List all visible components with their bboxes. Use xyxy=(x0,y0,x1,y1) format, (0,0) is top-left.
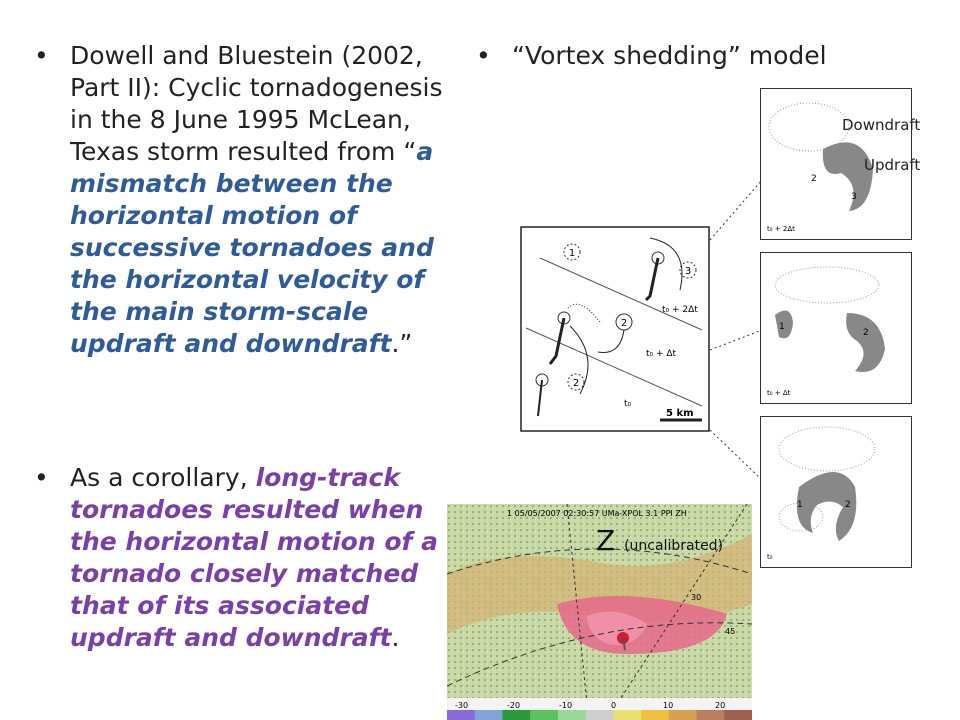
colorbar-swatch xyxy=(502,710,530,720)
vortex-shedding-title: “Vortex shedding” model xyxy=(512,41,827,70)
colorbar-swatch xyxy=(558,710,586,720)
panel-num: 2 xyxy=(863,328,869,338)
bullet-dot: • xyxy=(34,41,49,70)
radar-tick-label: 20 xyxy=(715,701,726,710)
radar-tick-label: -20 xyxy=(507,701,521,710)
updraft-label: Updraft xyxy=(864,156,921,174)
downdraft-label: Downdraft xyxy=(842,116,921,134)
ring-label-30: 30 xyxy=(691,593,702,602)
panel-t0 xyxy=(760,416,912,568)
bullet2-text: As a corollary, xyxy=(70,463,256,492)
radar-tick-label: -10 xyxy=(559,701,573,710)
diagram-num-2b: 2 xyxy=(620,318,628,329)
colorbar-swatch xyxy=(530,710,558,720)
scale-bar-label: 5 km xyxy=(666,408,694,419)
z-uncalibrated: (uncalibrated) xyxy=(624,538,724,554)
radar-tick-label: 0 xyxy=(611,701,617,710)
panel-time-label: t₀ + Δt xyxy=(767,389,791,397)
tornado-track-diagram xyxy=(520,226,710,432)
radar-header: 1 05/05/2007 02:30:57 UMa-XPOL 3.1 PPI ZH xyxy=(507,509,687,518)
panel-time-label: t₀ + 2Δt xyxy=(767,225,795,233)
bullet2-emphasis: long-track tornadoes resulted when the horizontal motion of a tornado closely matched that of its associated updraft and downdraft xyxy=(70,463,438,652)
panel-num: 3 xyxy=(851,192,857,202)
diagram-num-2a: 2 xyxy=(572,378,580,389)
colorbar-swatch xyxy=(475,710,503,720)
panel-time-label: t₀ xyxy=(767,553,773,561)
radar-colorbar xyxy=(447,710,752,720)
bullet2-close: . xyxy=(391,623,400,652)
bullet-dot: • xyxy=(34,463,49,492)
radar-tick-label: -30 xyxy=(455,701,469,710)
radar-tick-label: 10 xyxy=(663,701,674,710)
bullet1-text: Dowell and Bluestein (2002, Part II): Cyclic tornadogenesis in the 8 June 1995 McLean, Texas storm resulted from “ xyxy=(70,41,443,166)
colorbar-swatch xyxy=(641,710,669,720)
diagram-num-1: 1 xyxy=(568,248,576,259)
colorbar-swatch xyxy=(447,710,475,720)
bullet-corollary xyxy=(34,462,450,654)
radar-z-label xyxy=(596,524,723,557)
bullet1-emphasis: a mismatch between the horizontal motion of successive tornadoes and the horizontal velocity of the main storm-scale updraft and downdraft xyxy=(70,137,434,358)
bullet-cyclic-tornadogenesis xyxy=(34,40,450,360)
colorbar-swatch xyxy=(724,710,752,720)
colorbar-swatch xyxy=(669,710,697,720)
colorbar-swatch xyxy=(586,710,614,720)
panel-num: 1 xyxy=(779,322,785,332)
time-t0: t₀ xyxy=(624,399,632,409)
bullet-dot: • xyxy=(476,41,491,70)
diagram-num-3: 3 xyxy=(684,266,692,277)
time-t0-plus-dt: t₀ + Δt xyxy=(646,349,677,359)
colorbar-swatch xyxy=(697,710,725,720)
bullet1-close: .” xyxy=(391,329,413,358)
colorbar-swatch xyxy=(613,710,641,720)
panel-num: 2 xyxy=(811,174,817,184)
panel-num: 1 xyxy=(797,500,803,510)
panel-t0-plus-dt xyxy=(760,252,912,404)
time-t0-plus-2dt: t₀ + 2Δt xyxy=(662,305,698,315)
z-symbol: Z xyxy=(596,524,616,557)
ring-label-45: 45 xyxy=(725,627,736,636)
panel-num: 2 xyxy=(845,500,851,510)
bullet-vortex-shedding xyxy=(476,40,932,72)
